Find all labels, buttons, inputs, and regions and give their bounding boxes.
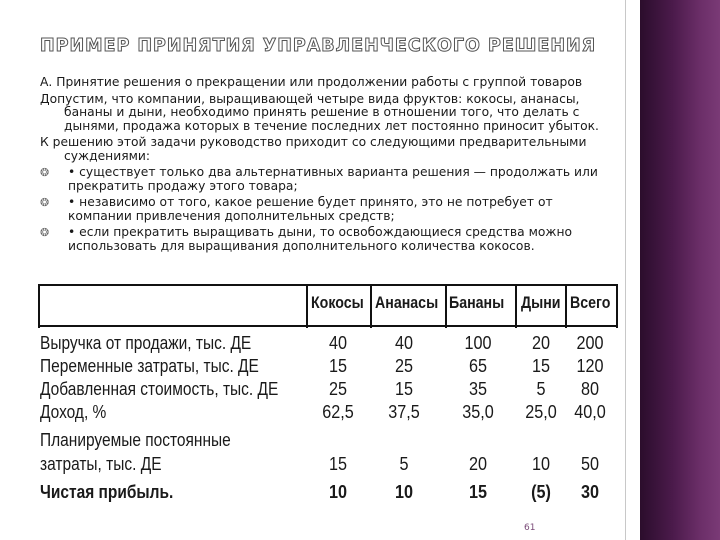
table-cell: 25,0 xyxy=(525,402,557,422)
table-cell: 10 xyxy=(394,482,414,502)
page-number: 61 xyxy=(524,523,536,533)
table-cell: 120 xyxy=(576,356,604,376)
bullet-item xyxy=(40,196,620,223)
bullet-text: • существует только два альтернативных варианта решения — продолжать или прекратить продажу этого товара; xyxy=(68,165,598,193)
table-border xyxy=(38,284,618,286)
table-cell: 65 xyxy=(468,356,488,376)
table-cell: 20 xyxy=(468,454,488,474)
table-border xyxy=(38,284,40,328)
body-text xyxy=(40,76,620,256)
column-header: Ананасы xyxy=(375,294,439,312)
wreath-bullet-icon: ❂ xyxy=(40,226,50,239)
row-label: Переменные затраты, тыс. ДЕ xyxy=(40,356,259,376)
table-cell: 15 xyxy=(394,379,414,399)
table-cell: 40 xyxy=(394,333,414,353)
bullet-text: • независимо от того, какое решение будет принято, это не потребует от компании привлечения дополнительных средств; xyxy=(68,195,553,223)
paragraph: К решению этой задачи руководство приходит со следующими предварительными суждениями: xyxy=(40,135,587,163)
row-label: Доход, % xyxy=(40,402,107,422)
table-cell: (5) xyxy=(531,482,551,502)
table-cell: 15 xyxy=(328,356,348,376)
table-cell: 200 xyxy=(576,333,604,353)
table-cell: 40,0 xyxy=(574,402,606,422)
column-header: Бананы xyxy=(449,294,505,312)
column-header: Дыни xyxy=(521,294,561,312)
table-cell: 25 xyxy=(394,356,414,376)
bullet-text: • если прекратить выращивать дыни, то освобождающиеся средства можно использовать для выращивания дополнительного количества кокосов. xyxy=(68,225,573,253)
wreath-bullet-icon: ❂ xyxy=(40,196,50,209)
table-cell: 15 xyxy=(328,454,348,474)
table-cell: 5 xyxy=(399,454,409,474)
row-label: Планируемые постоянные xyxy=(40,430,231,450)
table-cell: 80 xyxy=(580,379,600,399)
table-border xyxy=(306,284,308,328)
table-border xyxy=(515,284,517,328)
table-cell: 10 xyxy=(328,482,348,502)
table-cell: 62,5 xyxy=(322,402,354,422)
table-cell: 50 xyxy=(580,454,600,474)
fruit-table xyxy=(38,284,618,510)
row-label: Выручка от продажи, тыс. ДЕ xyxy=(40,333,252,353)
table-cell: 100 xyxy=(464,333,492,353)
column-header: Всего xyxy=(570,294,611,312)
bullet-item xyxy=(40,166,620,193)
bullet-item xyxy=(40,226,620,253)
table-cell: 15 xyxy=(468,482,488,502)
table-cell: 35 xyxy=(468,379,488,399)
row-label: Чистая прибыль. xyxy=(40,482,174,502)
table-cell: 37,5 xyxy=(388,402,420,422)
row-label: Добавленная стоимость, тыс. ДЕ xyxy=(40,379,279,399)
table-cell: 5 xyxy=(536,379,546,399)
table-cell: 15 xyxy=(531,356,551,376)
table-cell: 30 xyxy=(580,482,600,502)
table-cell: 10 xyxy=(531,454,551,474)
table-cell: 25 xyxy=(328,379,348,399)
wreath-bullet-icon: ❂ xyxy=(40,166,50,179)
side-decorative-band xyxy=(640,0,720,540)
table-border xyxy=(565,284,567,328)
paragraph: А. Принятие решения о прекращении или продолжении работы с группой товаров xyxy=(40,75,583,89)
table-border xyxy=(616,284,618,328)
table-border xyxy=(445,284,447,328)
table-cell: 20 xyxy=(531,333,551,353)
table-border xyxy=(370,284,372,328)
table-cell: 40 xyxy=(328,333,348,353)
slide-title: ПРИМЕР ПРИНЯТИЯ УПРАВЛЕНЧЕСКОГО РЕШЕНИЯ xyxy=(40,36,597,56)
table-cell: 35,0 xyxy=(462,402,494,422)
column-header: Кокосы xyxy=(311,294,364,312)
frame-divider xyxy=(625,0,626,540)
row-label: затраты, тыс. ДЕ xyxy=(40,454,162,474)
table-border xyxy=(38,325,618,327)
paragraph: Допустим, что компании, выращивающей четыре вида фруктов: кокосы, ананасы, бананы и дыни, необходимо принять решение в отношении того, что делать с дынями, продажа которых в течение последних лет постоянно приносит убыток. xyxy=(40,91,599,133)
